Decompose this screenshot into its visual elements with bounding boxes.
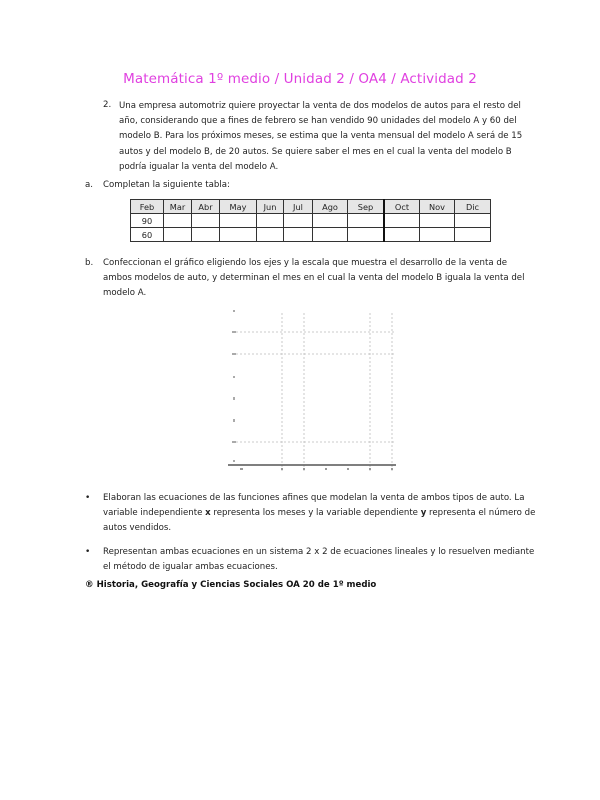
problem-statement: Una empresa automotriz quiere proyectar la venta de dos modelos de autos para el resto del año, considerando que a fines de febrero se han vendido 90 unidades del modelo A y 60 del modelo B. Para los próximos meses, se estima que la venta mensual del modelo A será de 15 autos y del modelo B, de 20 autos. Se quiere saber el mes en el cual la venta del modelo B podría igualar la venta del modelo A. — [119, 101, 523, 172]
table-cell-blank[interactable] — [192, 214, 220, 228]
item-b-letter: b. — [85, 258, 94, 268]
bullet-text-part: representa el número de autos vendidos. — [103, 508, 536, 534]
table-cell-blank[interactable] — [348, 228, 385, 242]
table-cell-blank[interactable] — [384, 214, 420, 228]
table-cell-blank[interactable] — [284, 228, 313, 242]
table-header-cell: Mar — [164, 200, 192, 214]
table-cell-blank[interactable] — [164, 228, 192, 242]
x-axis-ticks — [240, 468, 393, 470]
table-cell-blank[interactable] — [192, 228, 220, 242]
table-cell-blank[interactable] — [420, 214, 455, 228]
table-cell-blank[interactable] — [164, 214, 192, 228]
bullet-text-part: representa los meses y la variable dependiente — [210, 508, 421, 519]
sales-table — [130, 199, 491, 242]
table-row-model-a — [131, 214, 491, 228]
table-cell-blank[interactable] — [257, 228, 284, 242]
table-cell-blank[interactable] — [348, 214, 385, 228]
table-header-cell: May — [220, 200, 257, 214]
table-cell: 60 — [131, 228, 164, 242]
table-cell-blank[interactable] — [313, 228, 348, 242]
bullet-equations-instruction — [103, 491, 538, 537]
table-header-row — [131, 200, 491, 214]
y-axis-ticks — [232, 310, 236, 462]
table-header-cell: Dic — [455, 200, 491, 214]
item-a-letter: a. — [85, 180, 93, 190]
item-a-instruction: Completan la siguiente tabla: — [103, 180, 230, 190]
table-cell-blank[interactable] — [220, 228, 257, 242]
table-cell-blank[interactable] — [284, 214, 313, 228]
table-header-cell: Jun — [257, 200, 284, 214]
table-header-cell: Sep — [348, 200, 385, 214]
table-cell-blank[interactable] — [455, 228, 491, 242]
variable-x: x — [205, 508, 211, 519]
table-cell-blank[interactable] — [313, 214, 348, 228]
table-cell-blank[interactable] — [384, 228, 420, 242]
table-header-cell: Jul — [284, 200, 313, 214]
empty-graph-grid — [226, 305, 401, 475]
table-cell-blank[interactable] — [257, 214, 284, 228]
table-row-model-b — [131, 228, 491, 242]
variable-y: y — [420, 508, 427, 519]
table-cell: 90 — [131, 214, 164, 228]
bullet-icon: • — [85, 547, 91, 557]
table-cell-blank[interactable] — [455, 214, 491, 228]
bullet-system-instruction: Representan ambas ecuaciones en un sistema 2 x 2 de ecuaciones lineales y lo resuelven mediante el método de igualar ambas ecuaciones. — [103, 547, 535, 573]
table-header-cell: Ago — [313, 200, 348, 214]
footer-reference: ® Historia, Geografía y Ciencias Sociales OA 20 de 1º medio — [85, 580, 377, 590]
table-header-cell: Oct — [384, 200, 420, 214]
bullet-icon: • — [85, 493, 91, 503]
table-header-cell: Feb — [131, 200, 164, 214]
item-b-instruction: Confeccionan el gráfico eligiendo los ejes y la escala que muestra el desarrollo de la venta de ambos modelos de auto, y determinan el mes en el cual la venta del modelo B iguala la venta del modelo A. — [103, 258, 525, 299]
grid-lines — [236, 313, 394, 473]
problem-number: 2. — [103, 100, 112, 110]
table-header-cell: Nov — [420, 200, 455, 214]
table-cell-blank[interactable] — [220, 214, 257, 228]
page-title: Matemática 1º medio / Unidad 2 / OA4 / Actividad 2 — [123, 71, 477, 87]
bullet-text-part: Elaboran las ecuaciones de las funciones afines que modelan la venta de ambos tipos de auto. La variable independiente — [103, 493, 525, 519]
table-header-cell: Abr — [192, 200, 220, 214]
table-cell-blank[interactable] — [420, 228, 455, 242]
